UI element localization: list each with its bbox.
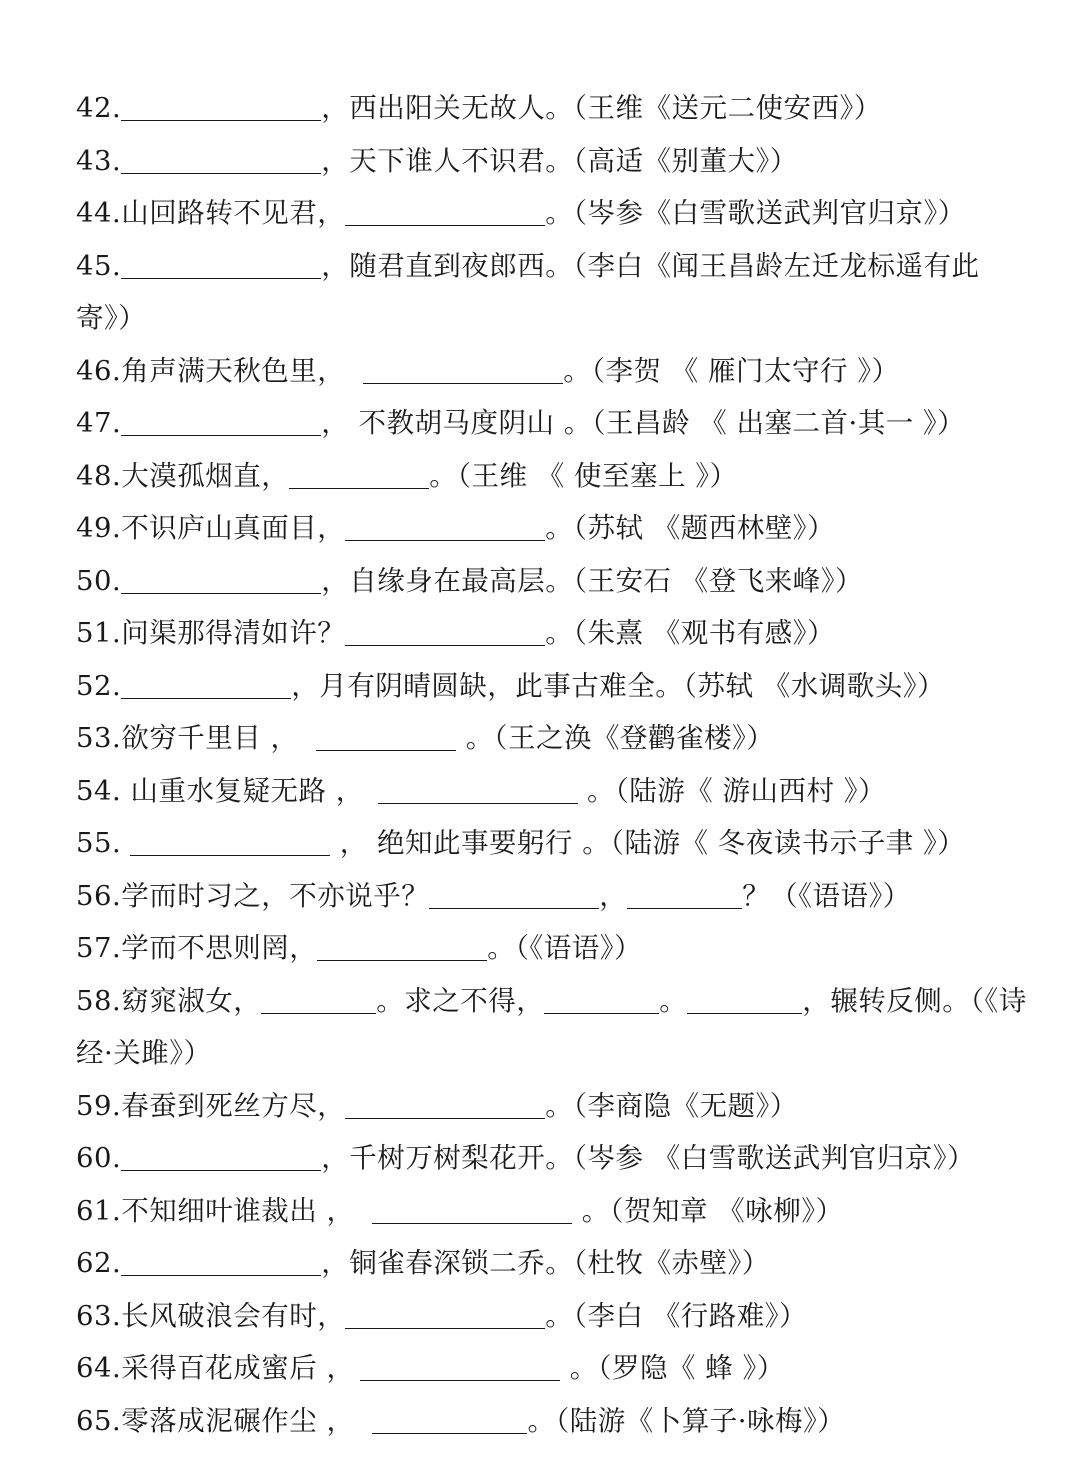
- answer-blank[interactable]: [130, 825, 330, 856]
- question-text: 60.: [76, 1142, 122, 1174]
- question-text: 65.零落成泥碾作尘 ，: [76, 1404, 355, 1437]
- fill-in-blank-worksheet: [76, 82, 1027, 1447]
- answer-blank[interactable]: [429, 878, 599, 909]
- question-text: 。: [659, 984, 688, 1017]
- question-text: ，铜雀春深锁二乔。（杜牧《赤壁》）: [321, 1247, 770, 1279]
- question-text: ，天下谁人不识君。（高适《别董大》）: [321, 144, 798, 177]
- question-item: [76, 765, 1016, 818]
- question-text: ？（《语语》）: [742, 879, 911, 912]
- question-text: ，自缘身在最高层。（王安石 《登飞来峰》）: [321, 564, 863, 597]
- question-text: ，千树万树梨花开。（岑参 《白雪歌送武判官归京》）: [321, 1142, 975, 1174]
- question-item: [76, 1132, 1016, 1185]
- answer-blank[interactable]: [121, 563, 321, 594]
- question-text: 。（苏轼 《题西林壁》）: [545, 512, 835, 544]
- question-text: 53.欲穷千里目 ，: [76, 722, 299, 754]
- question-text: 46.角声满天秋色里，: [76, 354, 346, 387]
- question-text: 。（陆游《卜算子·咏梅》）: [527, 1404, 846, 1437]
- answer-blank[interactable]: [345, 510, 545, 541]
- answer-blank[interactable]: [121, 1245, 321, 1276]
- question-text: ， 绝知此事要躬行 。（陆游《 冬夜读书示子聿 》）: [330, 827, 966, 859]
- question-text: ，月有阴晴圆缺，此事古难全。（苏轼 《水调歌头》）: [291, 669, 945, 702]
- question-text: 44.山回路转不见君，: [76, 197, 346, 229]
- question-item: [76, 1342, 1016, 1395]
- question-item: [76, 1185, 1016, 1238]
- question-text: 59.春蚕到死丝方尽，: [76, 1089, 346, 1122]
- answer-blank[interactable]: [378, 773, 578, 804]
- question-text: 47.: [76, 407, 122, 439]
- question-text: 。（贺知章 《咏柳》）: [572, 1194, 844, 1227]
- question-text: 49.不识庐山真面目，: [76, 512, 346, 544]
- question-text-continued: 寄》）: [76, 302, 147, 334]
- answer-blank[interactable]: [372, 1403, 527, 1434]
- question-item: [76, 502, 1016, 555]
- question-text: 。（李贺 《 雁门太守行 》）: [563, 354, 900, 387]
- question-text: 。（李商隐《无题》）: [545, 1089, 798, 1122]
- question-item: [76, 555, 1016, 608]
- question-item: [76, 607, 1016, 660]
- question-item: [76, 922, 1016, 975]
- answer-blank[interactable]: [121, 668, 291, 699]
- question-item: [76, 1290, 1016, 1343]
- question-text-continued: 经·关雎》）: [76, 1037, 212, 1069]
- answer-blank[interactable]: [317, 930, 487, 961]
- question-text: 。求之不得，: [376, 984, 545, 1017]
- question-text: 54. 山重水复疑无路 ，: [76, 774, 364, 807]
- question-text: 50.: [76, 564, 122, 597]
- answer-blank[interactable]: [363, 353, 563, 384]
- question-item: [76, 817, 1016, 870]
- question-text: 52.: [76, 669, 122, 702]
- question-text: 43.: [76, 144, 122, 177]
- question-text: 48.大漠孤烟直，: [76, 459, 290, 492]
- answer-blank[interactable]: [360, 1350, 560, 1381]
- question-item: [76, 187, 1016, 240]
- question-text: ， 不教胡马度阴山 。（王昌龄 《 出塞二首·其一 》）: [321, 407, 966, 439]
- question-text: 63.长风破浪会有时，: [76, 1299, 346, 1332]
- question-item: [76, 870, 1016, 923]
- answer-blank[interactable]: [627, 878, 742, 909]
- answer-blank[interactable]: [289, 458, 429, 489]
- question-item: [76, 975, 1027, 1080]
- question-text: 62.: [76, 1247, 122, 1279]
- question-text: ，辗转反侧。（《诗: [802, 984, 1027, 1017]
- answer-blank[interactable]: [345, 1088, 545, 1119]
- answer-blank[interactable]: [121, 405, 321, 436]
- answer-blank[interactable]: [687, 983, 802, 1014]
- question-text: 。（朱熹 《观书有感》）: [545, 617, 835, 649]
- answer-blank[interactable]: [345, 195, 545, 226]
- question-text: ，西出阳关无故人。（王维《送元二使安西》）: [321, 92, 882, 124]
- answer-blank[interactable]: [544, 983, 659, 1014]
- question-text: 51.问渠那得清如许？: [76, 617, 346, 649]
- answer-blank[interactable]: [121, 143, 321, 174]
- question-text: 57.学而不思则罔，: [76, 932, 318, 964]
- question-item: [76, 82, 1016, 135]
- question-item: [76, 397, 1016, 450]
- question-text: 。（《语语》）: [487, 932, 642, 964]
- answer-blank[interactable]: [372, 1193, 572, 1224]
- question-text: 64.采得百花成蜜后 ，: [76, 1352, 355, 1384]
- question-text: 45.: [76, 249, 122, 282]
- answer-blank[interactable]: [316, 720, 456, 751]
- question-item: [76, 1395, 1016, 1448]
- question-item: [76, 345, 1016, 398]
- question-item: [76, 712, 1016, 765]
- question-text: 。（陆游《 游山西村 》）: [577, 774, 886, 807]
- question-text: ，随君直到夜郎西。（李白《闻王昌龄左迁龙标遥有此: [321, 249, 980, 282]
- answer-blank[interactable]: [121, 90, 321, 121]
- question-text: 58.窈窕淑女，: [76, 984, 262, 1017]
- question-text: 61.不知细叶谁裁出 ，: [76, 1194, 355, 1227]
- question-text: 。（岑参《白雪歌送武判官归京》）: [545, 197, 966, 229]
- question-text: ，: [599, 879, 628, 912]
- question-text: 56.学而时习之，不亦说乎？: [76, 879, 430, 912]
- question-item: [76, 240, 1016, 345]
- answer-blank[interactable]: [121, 248, 321, 279]
- question-text: 55.: [76, 827, 131, 859]
- answer-blank[interactable]: [345, 615, 545, 646]
- question-item: [76, 135, 1016, 188]
- answer-blank[interactable]: [345, 1298, 545, 1329]
- question-item: [76, 1080, 1016, 1133]
- answer-blank[interactable]: [121, 1140, 321, 1171]
- question-text: 。（李白 《行路难》）: [545, 1299, 807, 1332]
- question-text: 。（王之涣《登鹳雀楼》）: [456, 722, 775, 754]
- question-text: 。（罗隐《 蜂 》）: [560, 1352, 785, 1384]
- question-text: 42.: [76, 92, 122, 124]
- question-text: 。（王维 《 使至塞上 》）: [429, 459, 738, 492]
- answer-blank[interactable]: [261, 983, 376, 1014]
- question-item: [76, 1237, 1016, 1290]
- question-item: [76, 450, 1016, 503]
- question-item: [76, 660, 1016, 713]
